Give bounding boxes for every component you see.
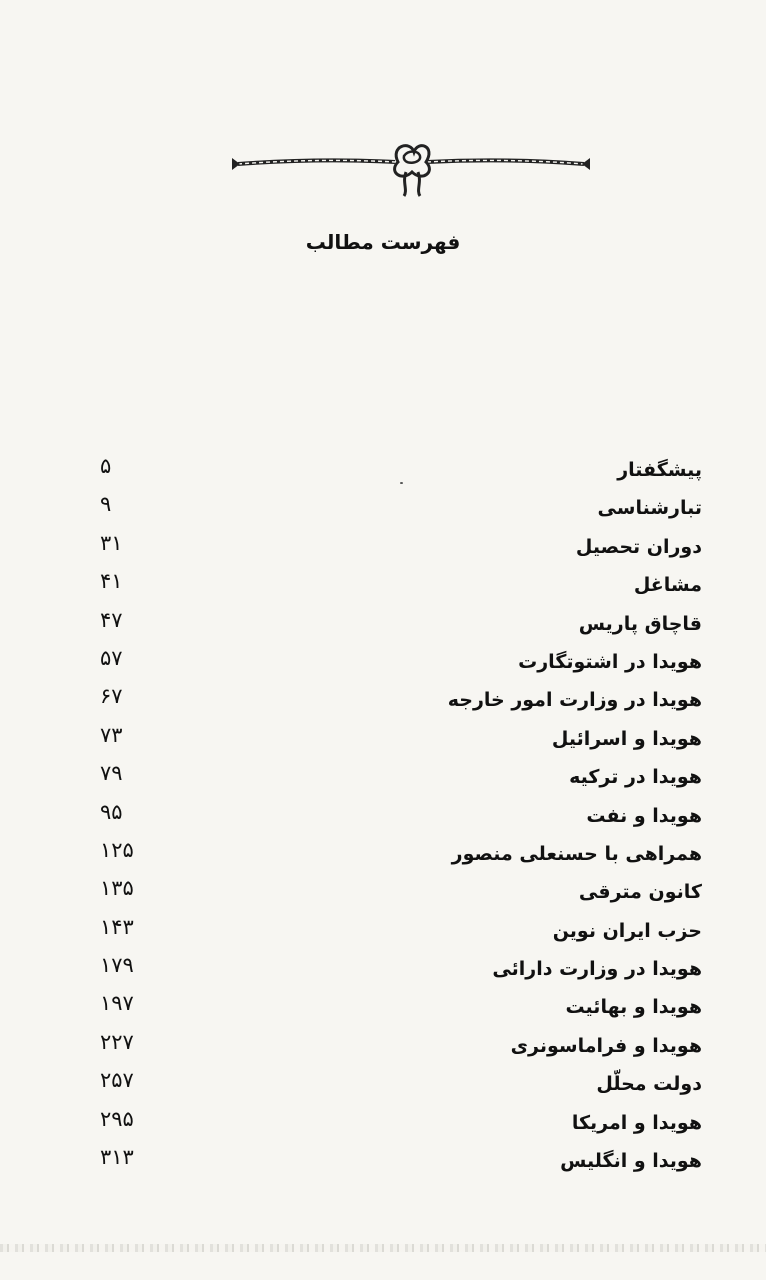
toc-row [96,913,706,951]
paper-speck [400,482,403,484]
toc-row [96,1028,706,1066]
toc-entry-page: ۴۱ [100,569,123,594]
toc-entry-title: هویدا و اسرائیل [551,727,702,750]
toc-row [96,682,706,720]
toc-entry-page: ۱۷۹ [100,953,134,978]
page-title: فهرست مطالب [305,230,461,254]
toc-entry-title: هویدا و انگلیس [560,1150,702,1173]
toc-row [96,721,706,759]
toc-row [96,452,706,490]
toc-entry-title: هویدا و امریکا [571,1111,702,1134]
toc-entry-page: ۵۷ [100,645,123,670]
toc-entry-page: ۲۵۷ [100,1068,134,1093]
toc-entry-title: هویدا در وزارت امور خارجه [447,689,702,712]
toc-entry-page: ۹ [100,492,112,517]
toc-entry-page: ۳۱ [100,530,123,555]
toc-row [96,989,706,1027]
toc-row [96,1143,706,1181]
toc-row [96,836,706,874]
toc-entry-title: کانون مترقی [578,881,702,904]
toc-entry-title: دولت محلّل [596,1073,702,1096]
toc-entry-page: ۱۲۵ [100,837,134,862]
toc-entry-title: قاچاق پاریس [578,612,702,635]
toc-entry-page: ۷۳ [100,722,123,747]
rope-knot-ornament-icon [230,138,592,200]
toc-row [96,567,706,605]
toc-entry-page: ۴۷ [100,607,123,632]
toc-entry-title: هویدا در وزارت دارائی [492,958,702,981]
toc-row [96,490,706,528]
toc-entry-title: دوران تحصیل [575,535,702,558]
toc-entry-page: ۷۹ [100,761,123,786]
page-bottom-edge [0,1244,766,1252]
toc-entry-page: ۱۳۵ [100,876,134,901]
toc-row [96,606,706,644]
toc-row [96,951,706,989]
toc-row [96,759,706,797]
toc-entry-page: ۲۲۷ [100,1029,134,1054]
toc-entry-title: هویدا و نفت [586,804,702,827]
toc-row [96,798,706,836]
toc-entry-title: پیشگفتار [617,459,702,481]
toc-row [96,874,706,912]
table-of-contents [96,452,706,1181]
toc-row [96,644,706,682]
toc-entry-page: ۱۹۷ [100,991,134,1016]
toc-entry-page: ۹۵ [100,799,123,824]
toc-row [96,1066,706,1104]
toc-entry-page: ۵ [100,454,112,478]
toc-entry-title: هویدا در اشتوتگارت [518,650,702,673]
toc-entry-title: هویدا و فراماسونری [510,1034,702,1057]
toc-entry-title: حزب ایران نوین [552,919,702,942]
toc-entry-title: هویدا در ترکیه [569,766,702,789]
toc-entry-page: ۲۹۵ [100,1106,134,1131]
toc-entry-title: مشاغل [633,574,702,597]
toc-entry-title: همراهی با حسنعلی منصور [451,842,702,865]
toc-entry-page: ۳۱۳ [100,1145,134,1170]
toc-row [96,1105,706,1143]
toc-row [96,529,706,567]
toc-entry-page: ۱۴۳ [100,914,134,939]
toc-entry-title: تبارشناسی [597,497,702,520]
toc-entry-page: ۶۷ [100,684,123,709]
toc-entry-title: هویدا و بهائیت [565,996,702,1019]
